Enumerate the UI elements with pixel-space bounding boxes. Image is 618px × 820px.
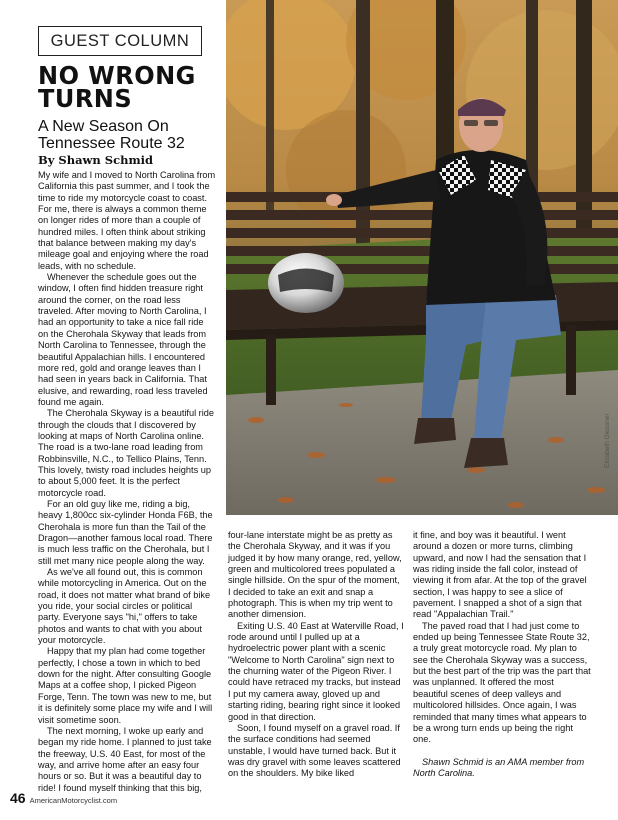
paragraph: Exiting U.S. 40 East at Waterville Road, I rode around until I pulled up at a hydroelectric power plant with a scenic "Welcome to North Carolina" sign next to the churning water of the Pigeon River. I could have retraced my tracks, but instead I put my camera away, gloved up and starting riding, bearing right since it looked good in that direction. (228, 620, 404, 722)
paragraph: The Cherohala Skyway is a beautiful ride through the clouds that I discovered by looking at maps of North Carolina online. The road is a two-lane road leading from Robbinsville, N.C., to Tellico Plains, Tenn. This lovely, twisty road includes heights up to about 5,000 feet. It is the perfect motorcycle road. (38, 408, 214, 498)
section-label-text: GUEST COLUMN (50, 31, 190, 50)
rider-photo (226, 0, 618, 515)
subtitle-line-2: Tennessee Route 32 (38, 135, 185, 152)
article-title (38, 61, 220, 113)
paragraph: four-lane interstate might be as pretty as the Cherohala Skyway, and it was if you judged it by how many orange, red, yellow, green and multicolored trees populated a single hillside. On the spur of the moment, I decided to take an exit and snap a photograph. This is when my trip went to another dimension. (228, 530, 402, 620)
article-subtitle (38, 118, 228, 152)
photo-illustration (226, 0, 618, 515)
title-line-1: NO WRONG (38, 61, 196, 90)
paragraph: As we've all found out, this is common while motorcycling in America. Out on the road, it does not matter what brand of bike you ride, your social circles or political party. Everyone says "hi," offers to take photos and wants to chat with you about your motorcycle. (38, 567, 211, 646)
paragraph: The paved road that I had just come to ended up being Tennessee State Route 32, a truly great motorcycle road. My plan to see the Cherohala Skyway was a success, but the best part of the trip was the part that was unplanned. It offered the most beautiful scenes of deep valleys and multicolored hillsides. Once again, I was reminded that many times what appears to be a wrong turn ends up being the right one. (413, 620, 591, 745)
paragraph: For an old guy like me, riding a big, heavy 1,800cc six-cylinder Honda F6B, the Cherohala is more fun than the Tail of the Dragon—another famous local road. There is much less traffic on the Cherohala, but I still met many nice people along the way. (38, 498, 213, 566)
paragraph: The next morning, I woke up early and began my ride home. I planned to just take the freeway, U.S. 40 East, for most of the way, and arrive home after an easy four hours or so. But it was a beautiful day to ride! I found myself thinking that this big, (38, 725, 212, 793)
byline: By Shawn Schmid (38, 153, 154, 167)
site-url: AmericanMotorcyclist.com (29, 796, 118, 805)
text-column-2 (228, 530, 404, 780)
text-column-1 (38, 170, 216, 794)
author-bio: Shawn Schmid is an AMA member from North Carolina. (413, 756, 585, 778)
paragraph: Happy that my plan had come together perfectly, I chose a town in which to bed down for the night. After consulting Google Maps at a coffee shop, I picked Pigeon Forge, Tenn. The town was new to me, but it is definitely some place my wife and I will visit sometime soon. (38, 646, 213, 725)
title-line-2: TURNS (38, 84, 133, 113)
page-footer (10, 790, 117, 806)
text-column-3 (413, 530, 591, 779)
paragraph: Whenever the schedule goes out the window, I often find hidden treasure right around the corner, on the road less traveled. After moving to North Carolina, I had an opportunity to take a nice fall ride on the Cherohala Skyway that leads from North Carolina to Tennessee, through the beautiful Appalachian hills. I encountered more red, gold and orange leaves than I had seen in years back in California. That elusive, and rewarding, road less traveled found me again. (38, 272, 208, 407)
section-label (38, 26, 202, 56)
photo-credit: Elizabeth Glessner (604, 413, 611, 468)
paragraph: it fine, and boy was it beautiful. I went around a dozen or more turns, climbing upward, and now I had the sensation that I was riding inside the fall color, instead of viewing it from afar. At the top of the gravel section, I was happy to see a slice of pavement. I snapped a shot of a sign that read "Appalachian Trail." (413, 530, 587, 620)
paragraph: My wife and I moved to North Carolina from California this past summer, and I took the time to ride my motorcycle coast to coast. For me, there is always a common theme on longer rides of more than a couple of hundred miles. I often think about striking that balance between making my day's mileage goal and enjoying where the road leads, with no schedule. (38, 170, 216, 271)
paragraph: Soon, I found myself on a gravel road. If the surface conditions had seemed unstable, I would have turned back. But it was dry gravel with some leaves scattered on the shoulders. My bike liked (228, 722, 401, 779)
page-number: 46 (10, 790, 26, 806)
subtitle-line-1: A New Season On (38, 118, 169, 135)
